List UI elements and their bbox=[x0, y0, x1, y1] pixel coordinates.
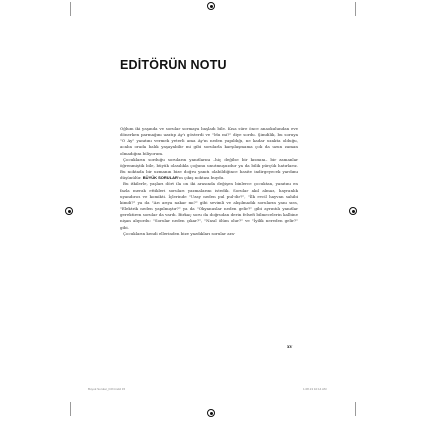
crop-mark-top-right bbox=[355, 2, 356, 16]
paragraph: Bu itkilerle, yaşları dört ila on iki arasında değişen binlerce çocuktan, yanıtını en fazla merak ettikleri soruları yazmalarını istedik. Sorular akıl almaz, hayranlık uyandırıcı ve komikti. İçlerinde "Uzay neden pul pul-dir?", "İlk evcil hayvan sahibi kimdi?" ya da "Arı arıya nakar mı?" gibi sevimli ve alışılmadık soruların yanı sıra, "Elektrik neden yapılmıştır?" ya da "Okyanuslar neden gelir?" gibi ayrıntılı yanıtlar gerektiren sorular da vardı. Birkaç soru da doğrudan derin felsefi bilmecelerin kalbine nişan alıyordu: "Sorular neden çıkar?", "Nasıl ölüm olur?" ve "İyilik nereden gelir?" gibi. bbox=[120, 181, 298, 230]
registration-mark-left bbox=[65, 207, 73, 215]
paragraph bbox=[120, 157, 298, 182]
registration-mark-right bbox=[349, 207, 357, 215]
slug-file-name: Buyuk Sorular_ICIN.indd 15 bbox=[88, 387, 126, 391]
registration-mark-bottom bbox=[207, 409, 215, 417]
page-title: EDİTÖRÜN NOTU bbox=[120, 58, 227, 72]
registration-mark-top bbox=[207, 2, 215, 10]
paragraph: Çocukların kendi ellerinden bize yazdıkları sorular ara- bbox=[123, 230, 236, 236]
paragraph-text: Çocukların sorduğu soruların yanıtlarını –hiç değilse bir kısmını– bir zamanlar öğrenmiştik bile, büyük olasılıkla çoğunu unutmuşuzdur ya da bilik pürçük hatırlarız. Bu noktada bir uzmanın bize doğru yanıtı olabildiğince basite indirgeyecek yardımı düşünülür. bbox=[120, 156, 298, 181]
book-title-emphasis: BÜYÜK SORULAR bbox=[142, 175, 178, 181]
paragraph-text-after: 'ın çıkış noktası buydu. bbox=[177, 175, 225, 181]
crop-mark-bottom-left bbox=[70, 402, 71, 416]
paragraph: Oğlum iki yaşında ve sorular sormaya başladı bile. Kısa süre önce anaokulundan eve dönerken parmağını uzatıp Ay'ı gösterdi ve "Mu mi?" diye sordu. Şimdilik, bu soruya "O Ay" yanıtını vermek yeterli ama Ay'ın neden yapıldığı, ne kadar uzakta olduğu, acaba orada balık yaşayabilir mi gibi sorularla karşılaşmama çok da uzun zaman olmadığını biliyorum. bbox=[120, 126, 298, 156]
body-text bbox=[120, 126, 298, 237]
crop-mark-top-left bbox=[70, 2, 71, 16]
page-number: xv bbox=[287, 345, 293, 350]
slug-timestamp: 1.08.13 10:14 AM bbox=[303, 387, 327, 391]
crop-mark-bottom-right bbox=[355, 402, 356, 416]
